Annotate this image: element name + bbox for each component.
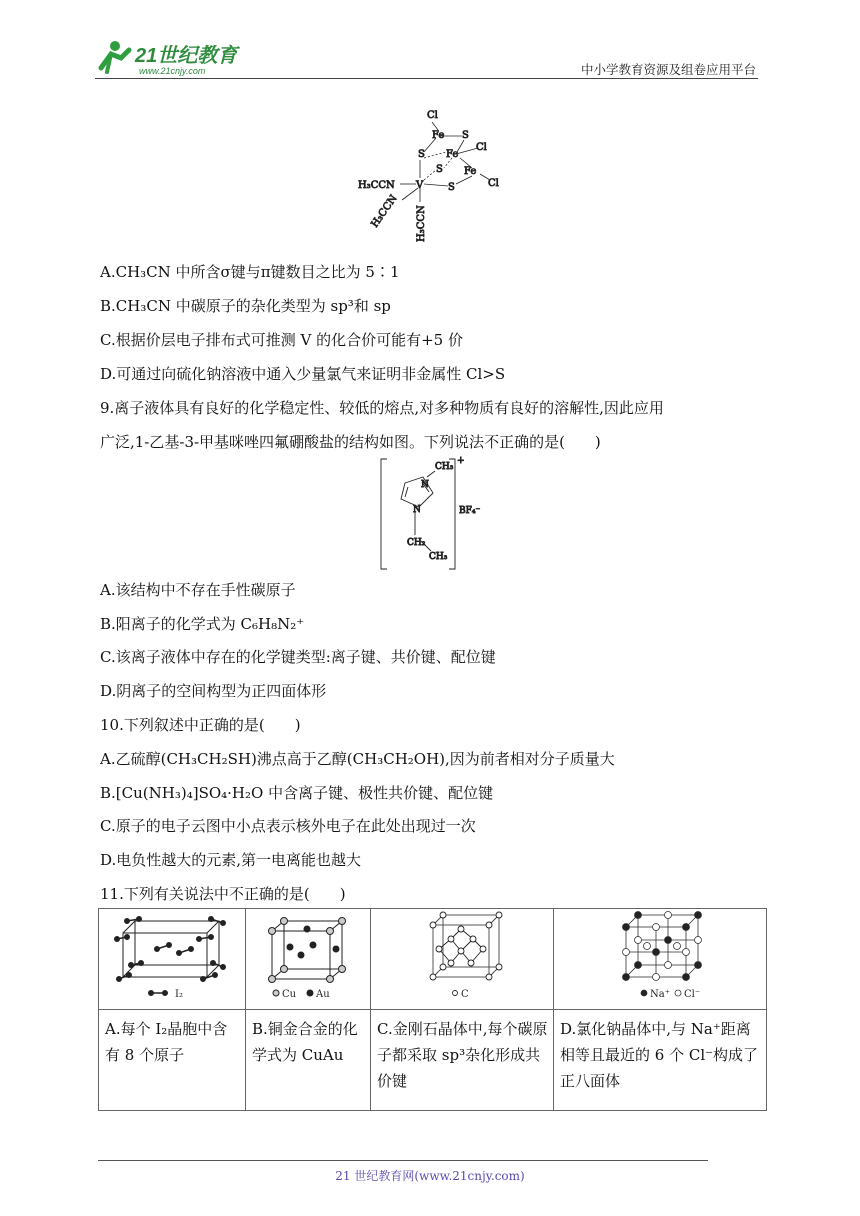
q11-option-b: B.铜金合金的化学式为 CuAu xyxy=(246,1010,371,1111)
svg-text:S: S xyxy=(448,182,455,193)
logo-text: 21世纪教育 xyxy=(135,45,238,67)
legend-i2: I₂ xyxy=(175,989,183,1000)
q9-stem-line-1: 9.离子液体具有良好的化学稳定性、较低的熔点,对多种物质有良好的溶解性,因此应用 xyxy=(100,399,664,417)
q11-option-d: D.氯化钠晶体中,与 Na⁺距离相等且最近的 6 个 Cl⁻构成了正八面体 xyxy=(554,1010,767,1111)
svg-text:Cl: Cl xyxy=(476,142,487,153)
svg-text:CH₃: CH₃ xyxy=(435,462,454,472)
svg-text:S: S xyxy=(436,164,443,175)
q9-option-d: D.阴离子的空间构型为正四面体形 xyxy=(100,682,327,700)
legend-cu: Cu xyxy=(282,989,297,1000)
svg-text:Fe: Fe xyxy=(446,149,459,160)
v-fe-s-cluster-figure xyxy=(352,100,522,250)
logo-url: www.21cnjy.com xyxy=(139,66,206,76)
q9-option-c: C.该离子液体中存在的化学键类型:离子键、共价键、配位键 xyxy=(100,648,496,666)
svg-text:CH₃: CH₃ xyxy=(429,552,448,562)
svg-text:Cl: Cl xyxy=(488,178,499,189)
i2-cell-figure xyxy=(99,909,246,1010)
cu-au-cell-figure xyxy=(246,909,371,1010)
q11-option-c: C.金刚石晶体中,每个碳原子都采取 sp³杂化形成共价键 xyxy=(371,1010,554,1111)
q10-option-a: A.乙硫醇(CH₃CH₂SH)沸点高于乙醇(CH₃CH₂OH),因为前者相对分子质量大 xyxy=(100,750,615,768)
q9-stem-line-2: 广泛,1-乙基-3-甲基咪唑四氟硼酸盐的结构如图。下列说法不正确的是( ) xyxy=(100,433,601,451)
diamond-cell-figure xyxy=(371,909,554,1010)
legend-au: Au xyxy=(316,989,330,1000)
header-divider xyxy=(95,78,758,79)
q10-option-c: C.原子的电子云图中小点表示核外电子在此处出现过一次 xyxy=(100,817,476,835)
svg-text:BF₄⁻: BF₄⁻ xyxy=(459,506,481,516)
q10-stem: 10.下列叙述中正确的是( ) xyxy=(100,716,301,734)
svg-text:Cl: Cl xyxy=(427,110,438,121)
q9-option-b: B.阳离子的化学式为 C₆H₈N₂⁺ xyxy=(100,615,305,633)
svg-text:+: + xyxy=(457,456,465,466)
legend-cl: Cl⁻ xyxy=(684,989,701,1000)
svg-text:V: V xyxy=(416,180,424,191)
q11-option-a: A.每个 I₂晶胞中含有 8 个原子 xyxy=(99,1010,246,1111)
runner-icon xyxy=(101,41,129,72)
footer-divider xyxy=(98,1160,708,1161)
q11-table xyxy=(98,908,767,1111)
q8-option-c: C.根据价层电子排布式可推测 V 的化合价可能有+5 价 xyxy=(100,331,463,349)
svg-text:H₃CCN: H₃CCN xyxy=(369,193,400,230)
q8-option-a: A.CH₃CN 中所含σ键与π键数目之比为 5∶1 xyxy=(100,263,400,281)
nacl-cell-figure xyxy=(554,909,767,1010)
footer-text: 21 世纪教育网(www.21cnjy.com) xyxy=(335,1169,525,1183)
q8-option-d: D.可通过向硫化钠溶液中通入少量氯气来证明非金属性 Cl>S xyxy=(100,365,506,383)
svg-text:H₃CCN: H₃CCN xyxy=(416,205,427,242)
header-right-text: 中小学教育资源及组卷应用平台 xyxy=(580,62,756,77)
svg-text:Fe: Fe xyxy=(432,130,445,141)
q9-option-a: A.该结构中不存在手性碳原子 xyxy=(100,581,296,599)
q10-option-d: D.电负性越大的元素,第一电离能也越大 xyxy=(100,851,362,869)
svg-text:N: N xyxy=(413,505,421,515)
svg-text:N: N xyxy=(421,480,429,490)
svg-text:CH₂: CH₂ xyxy=(407,538,426,548)
legend-na: Na⁺ xyxy=(650,989,670,1000)
q10-option-b: B.[Cu(NH₃)₄]SO₄·H₂O 中含离子键、极性共价键、配位键 xyxy=(100,784,494,802)
legend-c: C xyxy=(461,989,469,1000)
q8-option-b: B.CH₃CN 中碳原子的杂化类型为 sp³和 sp xyxy=(100,297,391,315)
svg-text:S: S xyxy=(418,149,425,160)
svg-text:S: S xyxy=(462,130,469,141)
imidazolium-bf4-figure xyxy=(375,455,485,573)
svg-text:H₃CCN: H₃CCN xyxy=(358,180,395,191)
svg-text:Fe: Fe xyxy=(464,166,477,177)
q11-stem: 11.下列有关说法中不正确的是( ) xyxy=(100,885,346,903)
site-logo xyxy=(95,38,260,78)
